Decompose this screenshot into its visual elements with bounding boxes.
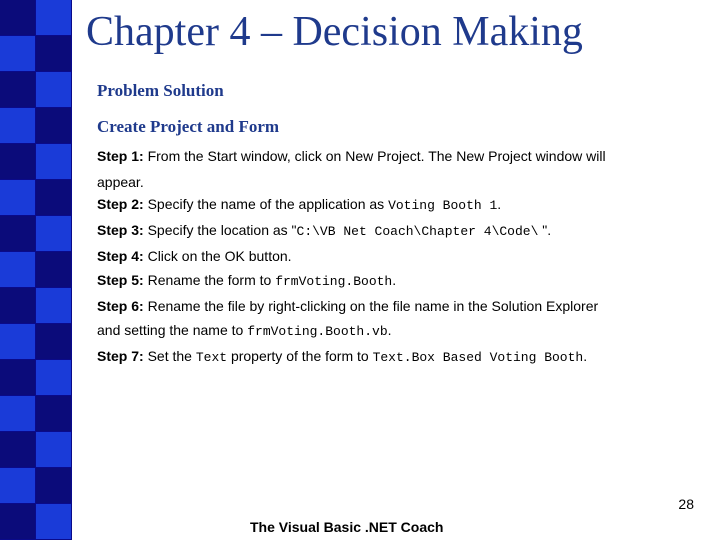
- sidebar-tile: [36, 504, 72, 540]
- sidebar-tile: [36, 36, 72, 72]
- sidebar-tile: [0, 396, 36, 432]
- step-3-label: Step 3:: [97, 222, 144, 238]
- sidebar-tile: [0, 180, 36, 216]
- page-number: 28: [678, 496, 694, 512]
- step-2-line: [97, 196, 501, 213]
- sidebar-tile: [36, 72, 72, 108]
- sidebar-tile: [0, 108, 36, 144]
- step-4-line: [97, 248, 292, 264]
- step-7-code-value: Text.Box Based Voting Booth: [372, 350, 584, 365]
- step-3-text: Specify the location as ": [143, 222, 297, 238]
- step-5-end: .: [392, 272, 397, 288]
- sidebar-tile: [0, 288, 36, 324]
- sidebar-tile: [36, 288, 72, 324]
- step-5-text: Rename the form to: [143, 272, 276, 288]
- step-1-text: From the Start window, click on New Project. The New Project window will: [143, 148, 606, 164]
- sidebar-tile: [36, 252, 72, 288]
- sidebar-tile: [36, 432, 72, 468]
- step-6-end: .: [387, 322, 392, 338]
- step-1-line: [97, 148, 606, 164]
- sidebar-tile: [36, 216, 72, 252]
- step-7-end: .: [583, 348, 588, 364]
- step-4-text: Click on the OK button.: [143, 248, 292, 264]
- slide-title: Chapter 4 – Decision Making: [86, 9, 583, 55]
- sidebar-decoration: [0, 0, 72, 540]
- sidebar-tile: [36, 180, 72, 216]
- step-2-code: Voting Booth 1: [388, 198, 498, 213]
- sidebar-tile: [36, 108, 72, 144]
- step-4-label: Step 4:: [97, 248, 144, 264]
- step-6-line: [97, 298, 598, 314]
- heading-create-project: Create Project and Form: [97, 117, 280, 136]
- step-7-line: [97, 348, 587, 365]
- sidebar-tile: [0, 432, 36, 468]
- sidebar-tile: [36, 324, 72, 360]
- sidebar-tile: [36, 468, 72, 504]
- sidebar-tile: [0, 216, 36, 252]
- sidebar-tile: [0, 360, 36, 396]
- step-6-text: Rename the file by right-clicking on the file name in the Solution Explorer: [143, 298, 599, 314]
- sidebar-tile: [0, 0, 36, 36]
- step-5-code: frmVoting.Booth: [275, 274, 393, 289]
- step-5-label: Step 5:: [97, 272, 144, 288]
- step-2-end: .: [497, 196, 502, 212]
- step-6-code: frmVoting.Booth.vb: [247, 324, 388, 339]
- sidebar-tile: [0, 504, 36, 540]
- sidebar-tile: [0, 324, 36, 360]
- sidebar-tile: [0, 144, 36, 180]
- step-6-continuation: [97, 322, 392, 339]
- sidebar-tile: [0, 252, 36, 288]
- step-7-label: Step 7:: [97, 348, 144, 364]
- step-7-code-property: Text: [195, 350, 228, 365]
- sidebar-tile: [0, 36, 36, 72]
- step-2-text: Specify the name of the application as: [143, 196, 389, 212]
- step-3-code: C:\VB Net Coach\Chapter 4\Code\: [296, 224, 539, 239]
- step-1-continuation: appear.: [97, 174, 144, 190]
- step-7-text: Set the: [143, 348, 196, 364]
- sidebar-tile: [36, 396, 72, 432]
- step-2-label: Step 2:: [97, 196, 144, 212]
- sidebar-tile: [0, 72, 36, 108]
- sidebar-tile: [0, 468, 36, 504]
- step-6-label: Step 6:: [97, 298, 144, 314]
- step-1-label: Step 1:: [97, 148, 144, 164]
- sidebar-tile: [36, 0, 72, 36]
- step-6-cont-text: and setting the name to: [97, 322, 248, 338]
- step-7-mid: property of the form to: [227, 348, 373, 364]
- step-5-line: [97, 272, 396, 289]
- heading-problem-solution: Problem Solution: [97, 81, 224, 100]
- step-3-line: [97, 222, 551, 239]
- sidebar-tile: [36, 144, 72, 180]
- sidebar-tile: [36, 360, 72, 396]
- footer-text: The Visual Basic .NET Coach: [250, 519, 444, 535]
- step-3-end: ".: [538, 222, 552, 238]
